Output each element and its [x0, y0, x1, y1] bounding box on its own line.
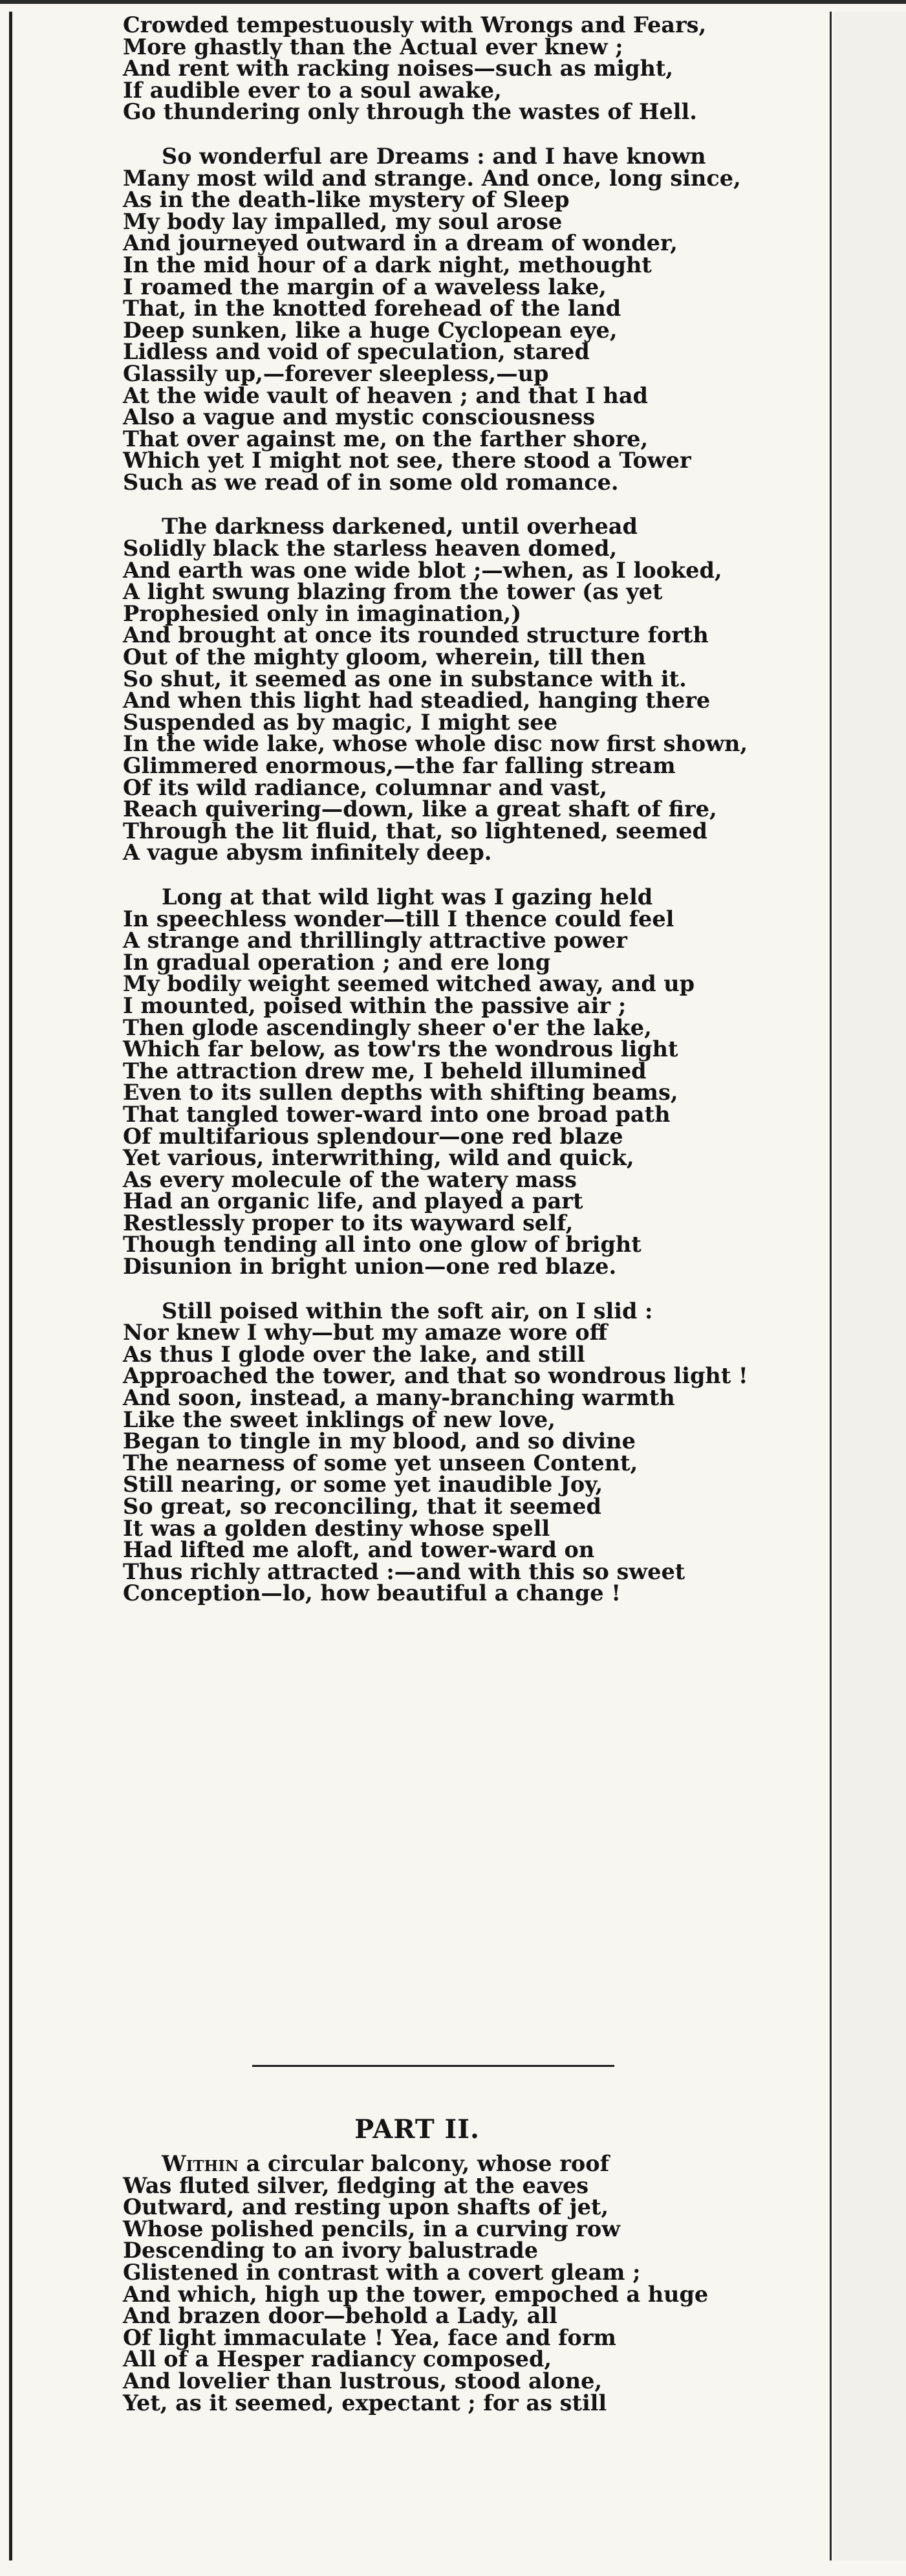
section-divider — [252, 2065, 614, 2067]
poem-line: Which yet I might not see, there stood a Tower — [123, 448, 691, 474]
poem-line: Thus richly attracted :—and with this so sweet — [123, 1558, 685, 1584]
poem-line: Restlessly proper to its wayward self, — [123, 1210, 574, 1236]
poem-line: And which, high up the tower, empoched a huge — [123, 2281, 709, 2307]
poem-line: Like the sweet inklings of new love, — [123, 1406, 555, 1432]
poem-line: Of light immaculate ! Yea, face and form — [123, 2324, 616, 2350]
poem-line: I mounted, poised within the passive air ; — [123, 992, 627, 1018]
poem-line: My bodily weight seemed witched away, and up — [123, 971, 695, 997]
poem-line: Approached the tower, and that so wondrous light ! — [123, 1363, 748, 1389]
poem-line: Even to its sullen depths with shifting beams, — [123, 1080, 678, 1106]
stanza — [123, 516, 821, 864]
poem-line: That, in the knotted forehead of the land — [123, 296, 621, 322]
poem-line: Of multifarious splendour—one red blaze — [123, 1123, 623, 1149]
poem-line: And brazen door—behold a Lady, all — [123, 2303, 557, 2329]
poem-line: In speechless wonder—till I thence could feel — [123, 906, 674, 932]
poem-line: Whose polished pencils, in a curving row — [123, 2216, 621, 2242]
right-column-rule — [830, 12, 832, 2560]
poem-line: The attraction drew me, I beheld illumined — [123, 1058, 647, 1084]
poem-line: Lidless and void of speculation, stared — [123, 339, 590, 365]
poem-line: Was fluted silver, fledging at the eaves — [123, 2172, 589, 2198]
poem-line: And when this light had steadied, hanging there — [123, 688, 711, 714]
poem-body — [123, 14, 821, 1627]
poem-line: Deep sunken, like a huge Cyclopean eye, — [123, 317, 618, 343]
poem-line: A light swung blazing from the tower (as yet — [123, 579, 663, 605]
poem-line: Though tending all into one glow of bright — [123, 1232, 642, 1258]
top-page-rule — [0, 0, 906, 4]
poem-line: Glassily up,—forever sleepless,—up — [123, 360, 549, 386]
poem-line: So great, so reconciling, that it seemed — [123, 1494, 601, 1519]
poem-line: Nor knew I why—but my amaze wore off — [123, 1320, 608, 1346]
poem-line: Of its wild radiance, columnar and vast, — [123, 774, 607, 800]
poem-line: Outward, and resting upon shafts of jet, — [123, 2194, 609, 2220]
part-heading: PART II. — [354, 2114, 480, 2145]
poem-line: Still poised within the soft air, on I slid : — [162, 1298, 653, 1324]
opening-word: Within — [162, 2151, 239, 2176]
poem-line: Had an organic life, and played a part — [123, 1188, 583, 1214]
poem-line: More ghastly than the Actual ever knew ; — [123, 34, 623, 60]
poem-line: As thus I glode over the lake, and still — [123, 1341, 585, 1367]
stanza — [123, 1300, 821, 1604]
poem-line: Through the lit fluid, that, so lightened, seemed — [123, 818, 707, 844]
poem-line: And lovelier than lustrous, stood alone, — [123, 2368, 603, 2394]
poem-line: Conception—lo, how beautiful a change ! — [123, 1580, 621, 1606]
poem-line: My body lay impalled, my soul arose — [123, 208, 563, 234]
poem-line: If audible ever to a soul awake, — [123, 77, 502, 103]
poem-line: And earth was one wide blot ;—when, as I looked, — [123, 557, 722, 583]
poem-line — [123, 2153, 821, 2175]
part-two-body — [123, 2153, 821, 2436]
poem-line: And brought at once its rounded structure forth — [123, 622, 709, 648]
poem-line: Still nearing, or some yet inaudible Joy, — [123, 1472, 603, 1498]
poem-line: Such as we read of in some old romance. — [123, 469, 619, 495]
poem-line: Glistened in contrast with a covert gleam ; — [123, 2259, 641, 2285]
poem-line: Yet, as it seemed, expectant ; for as still — [123, 2390, 607, 2416]
poem-line: A vague abysm infinitely deep. — [123, 840, 492, 866]
poem-line: All of a Hesper radiancy composed, — [123, 2346, 552, 2372]
opening-line-rest: a circular balcony, whose roof — [239, 2151, 609, 2176]
poem-line: And journeyed outward in a dream of wonder, — [123, 230, 678, 256]
poem-line: Began to tingle in my blood, and so divine — [123, 1428, 636, 1454]
stanza — [123, 886, 821, 1278]
poem-line: That tangled tower-ward into one broad path — [123, 1101, 671, 1127]
poem-line: And soon, instead, a many-branching warmth — [123, 1385, 675, 1411]
poem-line: That over against me, on the farther shore, — [123, 426, 649, 452]
poem-line: Which far below, as tow'rs the wondrous light — [123, 1036, 678, 1062]
poem-line: Out of the mighty gloom, wherein, till then — [123, 644, 646, 670]
left-column-rule — [9, 12, 12, 2560]
poem-line: Reach quivering—down, like a great shaft of fire, — [123, 796, 717, 822]
poem-line: Crowded tempestuously with Wrongs and Fears, — [123, 12, 707, 38]
poem-line: Prophesied only in imagination,) — [123, 600, 522, 626]
poem-line: Glimmered enormous,—the far falling stream — [123, 753, 676, 778]
poem-line: As in the death-like mystery of Sleep — [123, 187, 570, 213]
poem-line: Many most wild and strange. And once, long since, — [123, 165, 741, 191]
poem-line: At the wide vault of heaven ; and that I had — [123, 382, 648, 408]
poem-line: Then glode ascendingly sheer o'er the lake, — [123, 1014, 652, 1040]
poem-line: In gradual operation ; and ere long — [123, 949, 551, 975]
poem-line: Long at that wild light was I gazing held — [162, 884, 653, 910]
poem-line: Go thundering only through the wastes of Hell. — [123, 99, 697, 125]
poem-line: In the wide lake, whose whole disc now first shown, — [123, 731, 748, 757]
adjacent-column-bleed — [834, 12, 906, 2560]
poem-line: The nearness of some yet unseen Content, — [123, 1450, 638, 1476]
poem-line: It was a golden destiny whose spell — [123, 1515, 550, 1541]
poem-line: The darkness darkened, until overhead — [162, 514, 638, 540]
poem-line: In the mid hour of a dark night, methought — [123, 252, 652, 278]
poem-line: Disunion in bright union—one red blaze. — [123, 1254, 617, 1280]
poem-line: So wonderful are Dreams : and I have known — [162, 143, 706, 169]
poem-line: Had lifted me aloft, and tower-ward on — [123, 1537, 595, 1563]
poem-line: And rent with racking noises—such as might, — [123, 56, 673, 82]
poem-line: Descending to an ivory balustrade — [123, 2238, 539, 2264]
poem-line: A strange and thrillingly attractive power — [123, 928, 627, 954]
stanza — [123, 14, 821, 123]
poem-line: Solidly black the starless heaven domed, — [123, 536, 618, 562]
poem-line: Suspended as by magic, I might see — [123, 709, 558, 735]
poem-line: Yet various, interwrithing, wild and quick, — [123, 1145, 634, 1171]
poem-line: So shut, it seemed as one in substance with it. — [123, 666, 687, 692]
stanza — [123, 2153, 821, 2414]
poem-line: I roamed the margin of a waveless lake, — [123, 274, 607, 300]
poem-line: Also a vague and mystic consciousness — [123, 404, 596, 430]
poem-line: As every molecule of the watery mass — [123, 1166, 577, 1192]
stanza — [123, 143, 821, 495]
